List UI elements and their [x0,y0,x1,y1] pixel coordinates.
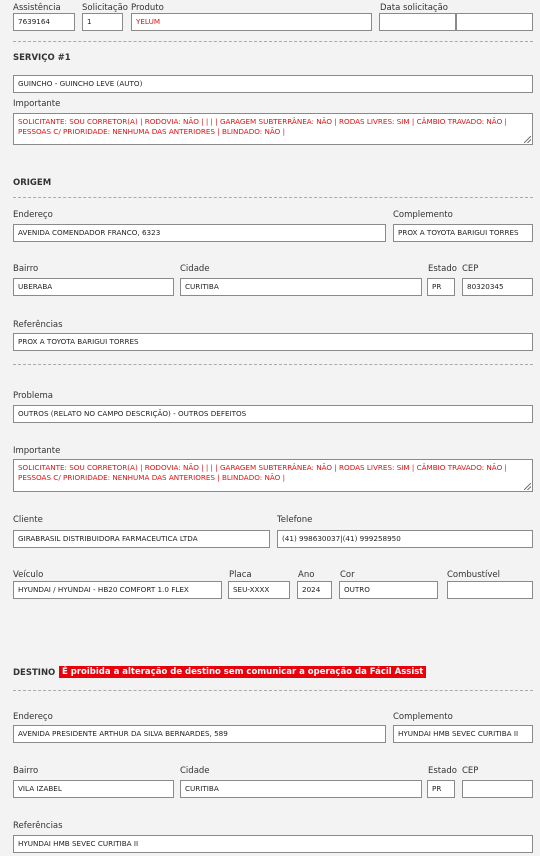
divider [13,690,533,691]
origem-bairro-field[interactable]: UBERABA [13,278,174,296]
origem-estado-field[interactable]: PR [427,278,455,296]
combustivel-field[interactable] [447,581,533,599]
divider [13,197,533,198]
destino-cep-label: CEP [462,766,479,776]
origem-bairro-label: Bairro [13,264,39,274]
destino-title: DESTINO [13,668,56,678]
destino-estado-field[interactable]: PR [427,780,455,798]
origem-referencias-field[interactable]: PROX A TOYOTA BARIGUI TORRES [13,333,533,351]
divider [13,41,533,42]
cliente-field[interactable]: GIRABRASIL DISTRIBUIDORA FARMACEUTICA LTDA [13,530,270,548]
ano-label: Ano [298,570,315,580]
destino-referencias-label: Referências [13,821,63,831]
destino-cidade-label: Cidade [180,766,210,776]
origem-cidade-label: Cidade [180,264,210,274]
telefone-field[interactable]: (41) 998630037|(41) 999258950 [277,530,533,548]
cor-label: Cor [340,570,355,580]
problema-label: Problema [13,391,53,401]
destino-warning-badge: É proibida a alteração de destino sem comunicar a operação da Fácil Assist [59,666,426,678]
origem-estado-label: Estado [428,264,457,274]
destino-endereco-label: Endereço [13,712,53,722]
combustivel-label: Combustível [447,570,500,580]
destino-referencias-field[interactable]: HYUNDAI HMB SEVEC CURITIBA II [13,835,533,853]
destino-cidade-field[interactable]: CURITIBA [180,780,422,798]
origem-cep-label: CEP [462,264,479,274]
destino-cep-field[interactable] [462,780,533,798]
servico-importante-textarea[interactable] [13,113,533,145]
placa-field[interactable]: SEU-XXXX [228,581,290,599]
resize-grip-icon[interactable] [524,483,531,490]
produto-field[interactable]: YELUM [131,13,372,31]
divider [13,364,533,365]
resize-grip-icon[interactable] [524,136,531,143]
destino-complemento-label: Complemento [393,712,453,722]
servico-importante-text: SOLICITANTE: SOU CORRETOR(A) | RODOVIA: NÃO | | | | GARAGEM SUBTERRÂNEA: NÃO | RODAS LIVRES: SIM | CÂMBIO TRAVADO: NÃO | PESSOAS C/ PRIORIDADE: NENHUMA DAS ANTERIORES | BLINDADO: NÃO | [18,117,507,136]
destino-estado-label: Estado [428,766,457,776]
origem-endereco-field[interactable]: AVENIDA COMENDADOR FRANCO, 6323 [13,224,386,242]
servico-title: SERVIÇO #1 [13,53,71,63]
problema-field[interactable]: OUTROS (RELATO NO CAMPO DESCRIÇÃO) - OUTROS DEFEITOS [13,405,533,423]
detalhes-importante-label: Importante [13,446,61,456]
origem-cidade-field[interactable]: CURITIBA [180,278,422,296]
data-solicitacao-field[interactable] [379,13,456,31]
cliente-label: Cliente [13,515,43,525]
solicitacao-label: Solicitação [82,3,128,13]
servico-tipo-field[interactable]: GUINCHO - GUINCHO LEVE (AUTO) [13,75,533,93]
cor-field[interactable]: OUTRO [339,581,438,599]
telefone-label: Telefone [277,515,313,525]
ano-field[interactable]: 2024 [297,581,332,599]
hora-solicitacao-field[interactable] [456,13,533,31]
detalhes-importante-textarea[interactable] [13,459,533,492]
origem-cep-field[interactable]: 80320345 [462,278,533,296]
veiculo-field[interactable]: HYUNDAI / HYUNDAI - HB20 COMFORT 1.0 FLEX [13,581,222,599]
servico-importante-label: Importante [13,99,61,109]
solicitacao-field[interactable]: 1 [82,13,123,31]
destino-complemento-field[interactable]: HYUNDAI HMB SEVEC CURITIBA II [393,725,533,743]
veiculo-label: Veículo [13,570,44,580]
detalhes-importante-text: SOLICITANTE: SOU CORRETOR(A) | RODOVIA: NÃO | | | | GARAGEM SUBTERRÂNEA: NÃO | RODAS LIVRES: SIM | CÂMBIO TRAVADO: NÃO | PESSOAS C/ PRIORIDADE: NENHUMA DAS ANTERIORES | BLINDADO: NÃO | [18,463,507,482]
data-solicitacao-label: Data solicitação [380,3,449,13]
origem-complemento-field[interactable]: PROX A TOYOTA BARIGUI TORRES [393,224,533,242]
placa-label: Placa [229,570,252,580]
assistencia-field[interactable]: 7639164 [13,13,75,31]
destino-endereco-field[interactable]: AVENIDA PRESIDENTE ARTHUR DA SILVA BERNARDES, 589 [13,725,386,743]
origem-title: ORIGEM [13,178,52,188]
destino-bairro-field[interactable]: VILA IZABEL [13,780,174,798]
produto-label: Produto [131,3,164,13]
origem-referencias-label: Referências [13,320,63,330]
assistencia-label: Assistência [13,3,61,13]
origem-complemento-label: Complemento [393,210,453,220]
destino-bairro-label: Bairro [13,766,39,776]
origem-endereco-label: Endereço [13,210,53,220]
